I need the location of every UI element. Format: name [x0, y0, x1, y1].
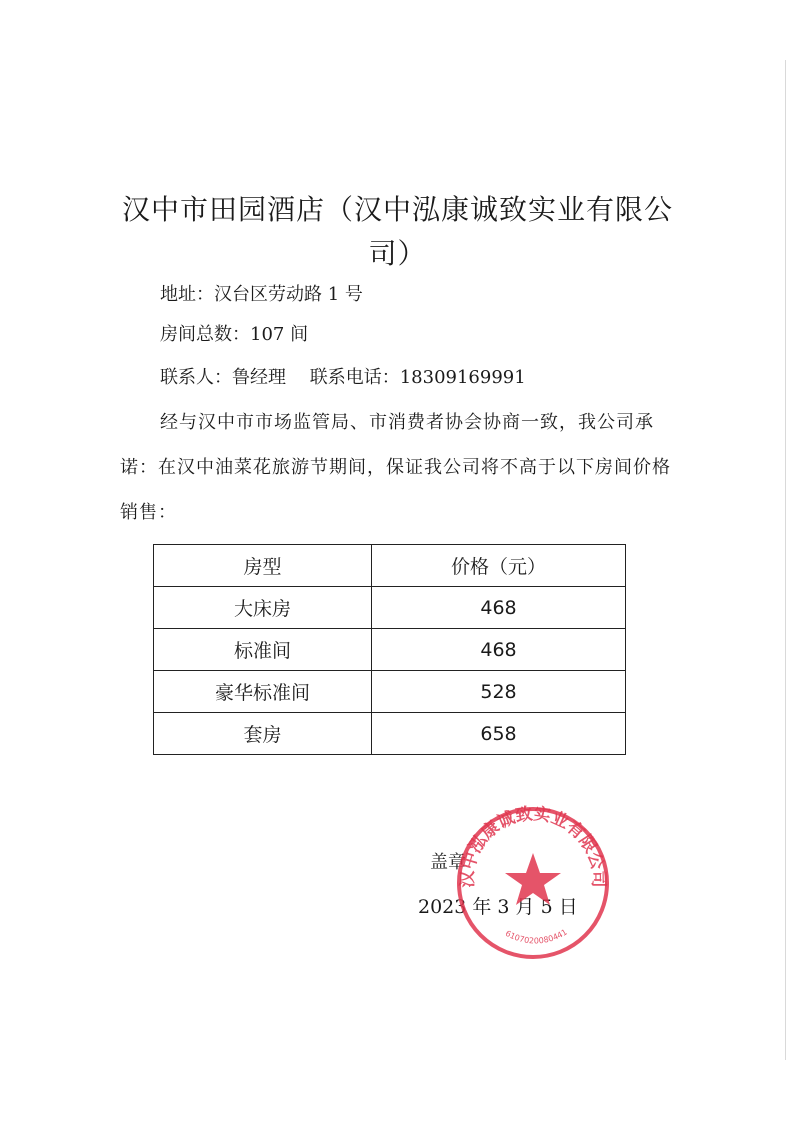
room-type-cell: 标准间	[154, 629, 372, 671]
room-type-cell: 套房	[154, 713, 372, 755]
table-row	[154, 587, 626, 629]
header-room-type: 房型	[154, 545, 372, 587]
table-row	[154, 713, 626, 755]
price-cell: 528	[372, 671, 626, 713]
seal-label: 盖章	[430, 852, 466, 873]
price-cell: 468	[372, 587, 626, 629]
commitment-paragraph: 经与汉中市市场监管局、市消费者协会协商一致，我公司承诺：在汉中油菜花旅游节期间，保证我公司将不高于以下房间价格销售：	[120, 412, 671, 523]
room-type-cell: 大床房	[154, 587, 372, 629]
seal-company-path: 汉中泓康诚致实业有限公司	[457, 804, 609, 888]
room-count-line: 房间总数：107 间	[160, 324, 309, 345]
company-seal-stamp	[453, 803, 613, 963]
price-cell: 658	[372, 713, 626, 755]
issue-date: 2023 年 3 月 5 日	[418, 896, 578, 918]
star-icon	[505, 853, 561, 905]
header-price: 价格（元）	[372, 545, 626, 587]
contact-line: 联系人：鲁经理 联系电话：18309169991	[160, 367, 526, 388]
document-title: 汉中市田园酒店（汉中泓康诚致实业有限公司）	[121, 193, 673, 270]
price-table	[153, 544, 626, 755]
price-cell: 468	[372, 629, 626, 671]
table-header-row	[154, 545, 626, 587]
table-row	[154, 629, 626, 671]
seal-code-path: 6107020080441	[503, 927, 569, 946]
seal-code-text	[504, 928, 569, 946]
table-row	[154, 671, 626, 713]
scan-edge-line	[785, 60, 786, 1060]
address-line: 地址：汉台区劳动路 1 号	[160, 284, 363, 305]
room-type-cell: 豪华标准间	[154, 671, 372, 713]
